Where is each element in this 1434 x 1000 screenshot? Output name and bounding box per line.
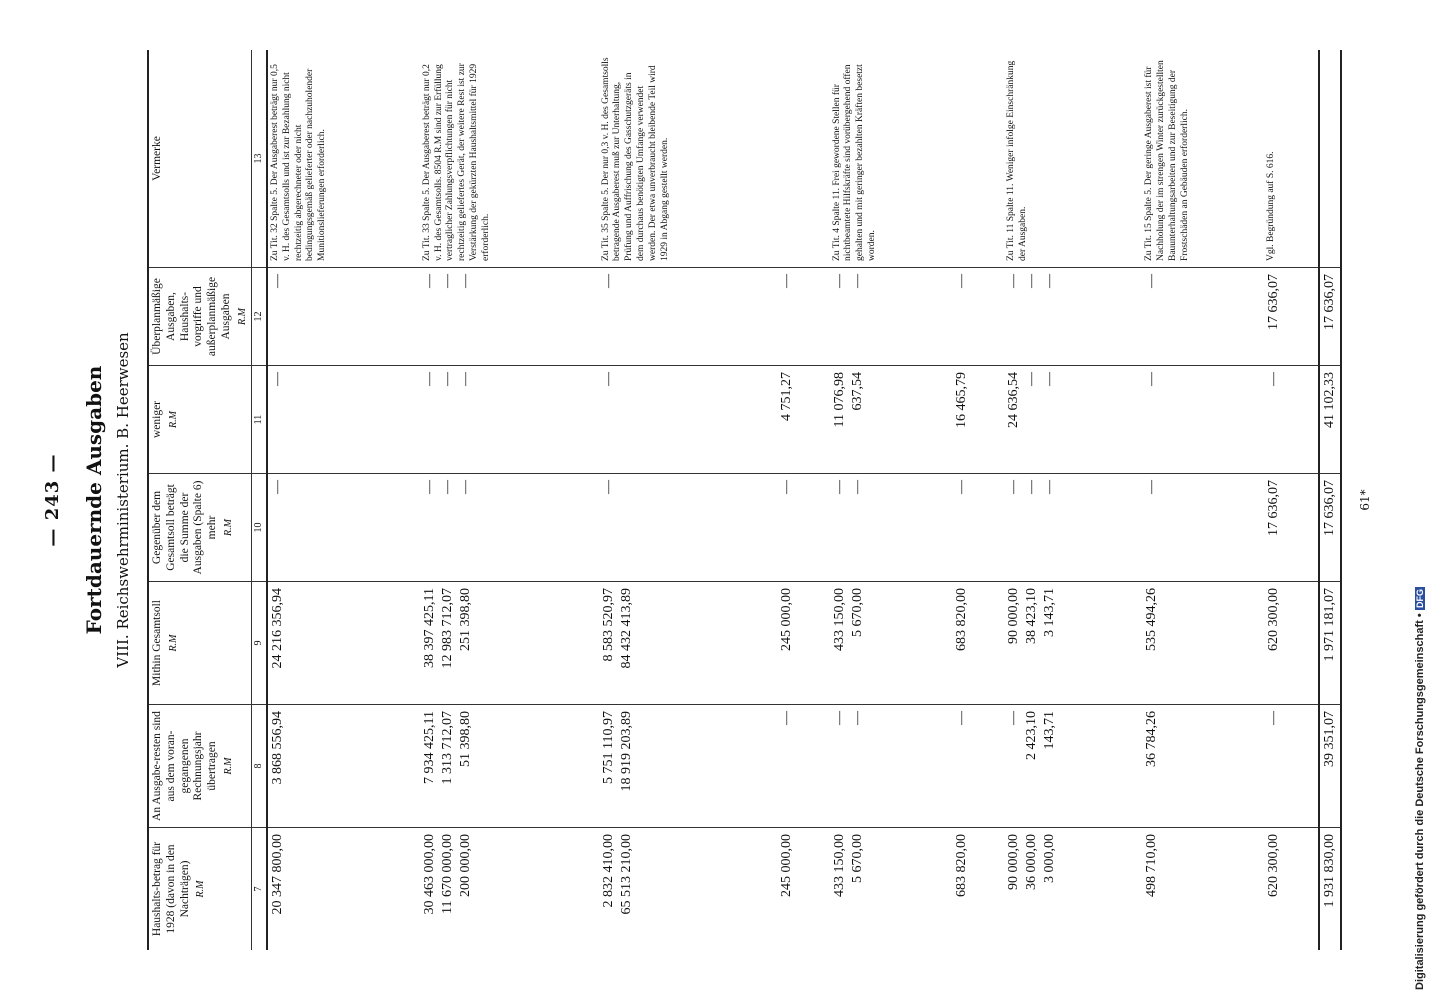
remark-cell: Zu Tit. 35 Spalte 5. Der nur 0,3 v. H. des Gesamtsolls betragende Ausgaberest muß zur Unterhaltung, Prüfung und Auffrischung des Gasschutzgeräts in dem durchaus benötigten Umfange verwendet werden. Der etwa unverbraucht bleibende Teil wird 1929 in Abgang gestellt werden.: [599, 50, 778, 268]
cell-value: —: [1006, 480, 1022, 494]
cell-c11: [1142, 366, 1264, 474]
cell-c8: [1142, 705, 1264, 828]
total-row: [1319, 50, 1340, 950]
cell-c11: [777, 366, 829, 474]
remark-cell: Zu Tit. 15 Spalte 5. Der geringe Ausgaberest ist für Nachholung der im strengen Winter zurückgestellten Bauunterhaltungsarbeiten und zur Beseitigung der Frostschäden an Gebäuden erforderlich.: [1142, 50, 1264, 268]
remark-cell: [952, 50, 1004, 268]
cell-value: 2 832 410,00: [600, 834, 616, 908]
total-c12: 17 636,07: [1319, 268, 1340, 366]
cell-c9: [267, 582, 420, 705]
total-c7: 1 931 830,00: [1319, 828, 1340, 951]
cell-value: 433 150,00: [831, 588, 847, 651]
cell-value: —: [779, 480, 795, 494]
cell-c8: [420, 705, 599, 828]
cell-value: —: [1143, 274, 1159, 288]
cell-value: 30 463 000,00: [421, 834, 437, 915]
cell-value: —: [600, 480, 616, 494]
cell-c8: [830, 705, 952, 828]
dfg-logo: DFG: [1415, 589, 1425, 609]
cell-value: —: [849, 274, 865, 288]
cell-c8: [777, 705, 829, 828]
cell-value: 20 347 800,00: [269, 834, 285, 915]
cell-c9: [830, 582, 952, 705]
cell-value: —: [269, 274, 285, 288]
table-row: [777, 50, 829, 950]
cell-value: —: [953, 274, 969, 288]
col-num-11: 11: [251, 366, 267, 474]
cell-c12: [952, 268, 1004, 366]
cell-value: 65 513 210,00: [618, 834, 634, 915]
cell-c12: [1004, 268, 1142, 366]
cell-value: 535 494,26: [1143, 588, 1159, 651]
cell-value: —: [1042, 274, 1058, 288]
cell-value: —: [779, 274, 795, 288]
table-row: [1004, 50, 1142, 950]
cell-c11: [599, 366, 778, 474]
remark-cell: [777, 50, 829, 268]
col-header-8: An Ausgabe-resten sind aus dem voran-gegangenen Rechnungsjahr übertragen R.M: [149, 705, 251, 828]
cell-c10: [599, 474, 778, 582]
cell-c8: [1264, 705, 1319, 828]
cell-c7: [952, 828, 1004, 951]
cell-c9: [1004, 582, 1142, 705]
cell-value: 637,54: [849, 372, 865, 411]
cell-c10: [1142, 474, 1264, 582]
cell-c11: [267, 366, 420, 474]
cell-value: 11 076,98: [831, 372, 847, 428]
cell-value: —: [269, 372, 285, 386]
cell-value: —: [1006, 711, 1022, 725]
table-row: [420, 50, 599, 950]
cell-c12: [777, 268, 829, 366]
cell-c10: [830, 474, 952, 582]
cell-value: 8 583 520,97: [600, 588, 616, 662]
cell-value: 4 751,27: [779, 372, 795, 421]
cell-value: 38 397 425,11: [421, 588, 437, 668]
remark-cell: Zu Tit. 11 Spalte 11. Weniger infolge Einschränkung der Ausgaben.: [1004, 50, 1142, 268]
cell-value: —: [849, 711, 865, 725]
column-header-row: [149, 50, 251, 950]
page-number: — 243 —: [42, 453, 63, 547]
cell-value: —: [953, 480, 969, 494]
cell-value: 620 300,00: [1266, 834, 1282, 897]
cell-c7: [1264, 828, 1319, 951]
remark-cell: Zu Tit. 33 Spalte 5. Der Ausgaberest beträgt nur 0,2 v. H. des Gesamtsolls. 8504 R.M sind zur Erfüllung vertraglicher Zahlungsverpflichtungen für nicht rechtzeitig geliefertes Gerät, der weitere Rest ist zur Verstärkung der gekürzten Haushaltsmittel für 1929 erforderlich.: [420, 50, 599, 268]
cell-c9: [420, 582, 599, 705]
cell-c8: [1004, 705, 1142, 828]
cell-value: —: [1266, 711, 1282, 725]
cell-value: —: [457, 274, 473, 288]
cell-value: —: [1024, 480, 1040, 494]
cell-value: 245 000,00: [779, 588, 795, 651]
col-header-7: Haushalts-betrag für 1928 (davon in den Nachträgen) R.M: [149, 828, 251, 951]
page-title: Fortdauernde Ausgaben: [82, 365, 106, 635]
cell-value: —: [269, 480, 285, 494]
cell-value: —: [1024, 274, 1040, 288]
col-num-9: 9: [251, 582, 267, 705]
cell-value: 620 300,00: [1266, 588, 1282, 651]
cell-value: 143,71: [1042, 711, 1058, 750]
cell-c12: [1142, 268, 1264, 366]
total-c9: 1 971 181,07: [1319, 582, 1340, 705]
total-c11: 41 102,33: [1319, 366, 1340, 474]
cell-c10: [952, 474, 1004, 582]
total-c13: [1319, 50, 1340, 268]
cell-value: —: [439, 480, 455, 494]
col-header-13: Vermerke: [149, 50, 251, 268]
cell-c10: [267, 474, 420, 582]
budget-table: [147, 50, 1342, 950]
total-c8: 39 351,07: [1319, 705, 1340, 828]
cell-value: —: [831, 274, 847, 288]
cell-value: 5 751 110,97: [600, 711, 616, 784]
cell-value: 5 670,00: [849, 834, 865, 883]
cell-c7: [420, 828, 599, 951]
cell-value: 90 000,00: [1006, 588, 1022, 644]
cell-value: —: [831, 480, 847, 494]
cell-value: 433 150,00: [831, 834, 847, 897]
cell-value: 38 423,10: [1024, 588, 1040, 644]
table-body: [267, 50, 1319, 950]
table-row: [599, 50, 778, 950]
watermark-text: Digitalisierung gefördert durch die Deutsche Forschungsgemeinschaft •: [1414, 613, 1426, 990]
cell-value: —: [457, 480, 473, 494]
cell-value: 245 000,00: [779, 834, 795, 897]
cell-value: 200 000,00: [457, 834, 473, 897]
col-header-12: Überplanmäßige Ausgaben, Haushalts-vorgriffe und außerplanmäßige Ausgaben R.M: [149, 268, 251, 366]
cell-value: 11 670 000,00: [439, 834, 455, 914]
cell-value: —: [953, 711, 969, 725]
cell-c7: [830, 828, 952, 951]
col-header-10: Gegenüber dem Gesamtsoll beträgt die Summe der Ausgaben (Spalte 6) mehr R.M: [149, 474, 251, 582]
cell-c11: [830, 366, 952, 474]
col-num-12: 12: [251, 268, 267, 366]
cell-value: —: [421, 372, 437, 386]
cell-value: 90 000,00: [1006, 834, 1022, 890]
cell-value: 12 983 712,07: [439, 588, 455, 669]
table-row: [267, 50, 420, 950]
cell-value: 498 710,00: [1143, 834, 1159, 897]
cell-value: 17 636,07: [1266, 274, 1282, 330]
cell-value: 7 934 425,11: [421, 711, 437, 784]
cell-c10: [420, 474, 599, 582]
cell-value: 3 143,71: [1042, 588, 1058, 637]
col-num-8: 8: [251, 705, 267, 828]
remark-cell: Zu Tit. 32 Spalte 5. Der Ausgaberest beträgt nur 0,5 v. H. des Gesamtsolls und ist zur Bezahlung nicht rechtzeitig abgerechneter oder nicht bedingungsgemäß gelieferter oder nachzuholender Munitionslieferungen erforderlich.: [267, 50, 420, 268]
cell-c9: [952, 582, 1004, 705]
table-row: [830, 50, 952, 950]
cell-c11: [1264, 366, 1319, 474]
col-header-11: weniger R.M: [149, 366, 251, 474]
column-number-row: [251, 50, 267, 950]
cell-c10: [1004, 474, 1142, 582]
cell-value: 5 670,00: [849, 588, 865, 637]
cell-value: —: [1143, 372, 1159, 386]
cell-c9: [1142, 582, 1264, 705]
cell-value: —: [600, 372, 616, 386]
cell-value: 251 398,80: [457, 588, 473, 651]
dfg-watermark: [1414, 10, 1428, 990]
cell-value: 683 820,00: [953, 588, 969, 651]
cell-value: 24 216 356,94: [269, 588, 285, 669]
cell-c7: [599, 828, 778, 951]
cell-c12: [830, 268, 952, 366]
cell-value: 36 784,26: [1143, 711, 1159, 767]
cell-value: 24 636,54: [1006, 372, 1022, 428]
cell-value: —: [1006, 274, 1022, 288]
remark-cell: Vgl. Begründung auf S. 616.: [1264, 50, 1319, 268]
col-num-7: 7: [251, 828, 267, 951]
table-row: [1142, 50, 1264, 950]
cell-c11: [1004, 366, 1142, 474]
cell-value: —: [1143, 480, 1159, 494]
cell-value: —: [1024, 372, 1040, 386]
cell-c9: [599, 582, 778, 705]
cell-value: —: [439, 372, 455, 386]
cell-value: —: [439, 274, 455, 288]
remark-cell: Zu Tit. 4 Spalte 11. Frei gewordene Stellen für nichtbeamtete Hilfskräfte sind vorübergehend offen gehalten und mit geringer bezahlten Kräften besetzt worden.: [830, 50, 952, 268]
cell-value: 84 432 413,89: [618, 588, 634, 669]
rotated-page: [22, 30, 1412, 970]
col-header-9: Mithin Gesamtsoll R.M: [149, 582, 251, 705]
cell-c12: [1264, 268, 1319, 366]
cell-value: —: [1266, 372, 1282, 386]
page-footer: 61*: [1358, 489, 1372, 511]
cell-value: 18 919 203,89: [618, 711, 634, 792]
cell-value: 3 868 556,94: [269, 711, 285, 785]
cell-value: 2 423,10: [1024, 711, 1040, 760]
cell-c7: [1142, 828, 1264, 951]
cell-c8: [599, 705, 778, 828]
cell-value: —: [849, 480, 865, 494]
cell-c8: [952, 705, 1004, 828]
cell-value: 1 313 712,07: [439, 711, 455, 785]
cell-c12: [420, 268, 599, 366]
cell-c7: [267, 828, 420, 951]
table-row: [952, 50, 1004, 950]
cell-value: —: [1042, 372, 1058, 386]
cell-value: —: [831, 711, 847, 725]
cell-c9: [777, 582, 829, 705]
cell-c9: [1264, 582, 1319, 705]
cell-c10: [777, 474, 829, 582]
cell-value: —: [421, 274, 437, 288]
cell-c7: [1004, 828, 1142, 951]
page-subtitle: VIII. Reichswehrministerium. B. Heerwesen: [114, 332, 132, 668]
cell-c7: [777, 828, 829, 951]
cell-c11: [420, 366, 599, 474]
cell-value: 683 820,00: [953, 834, 969, 897]
cell-value: 17 636,07: [1266, 480, 1282, 536]
cell-value: —: [457, 372, 473, 386]
cell-value: 3 000,00: [1042, 834, 1058, 883]
document-page: [22, 30, 1412, 970]
table-row: [1264, 50, 1319, 950]
cell-value: —: [779, 711, 795, 725]
cell-c11: [952, 366, 1004, 474]
cell-c12: [599, 268, 778, 366]
cell-c8: [267, 705, 420, 828]
cell-value: —: [1042, 480, 1058, 494]
cell-value: 16 465,79: [953, 372, 969, 428]
cell-value: 36 000,00: [1024, 834, 1040, 890]
cell-value: —: [421, 480, 437, 494]
total-c10: 17 636,07: [1319, 474, 1340, 582]
cell-c12: [267, 268, 420, 366]
cell-value: 51 398,80: [457, 711, 473, 767]
cell-value: —: [600, 274, 616, 288]
cell-c10: [1264, 474, 1319, 582]
col-num-13: 13: [251, 50, 267, 268]
col-num-10: 10: [251, 474, 267, 582]
